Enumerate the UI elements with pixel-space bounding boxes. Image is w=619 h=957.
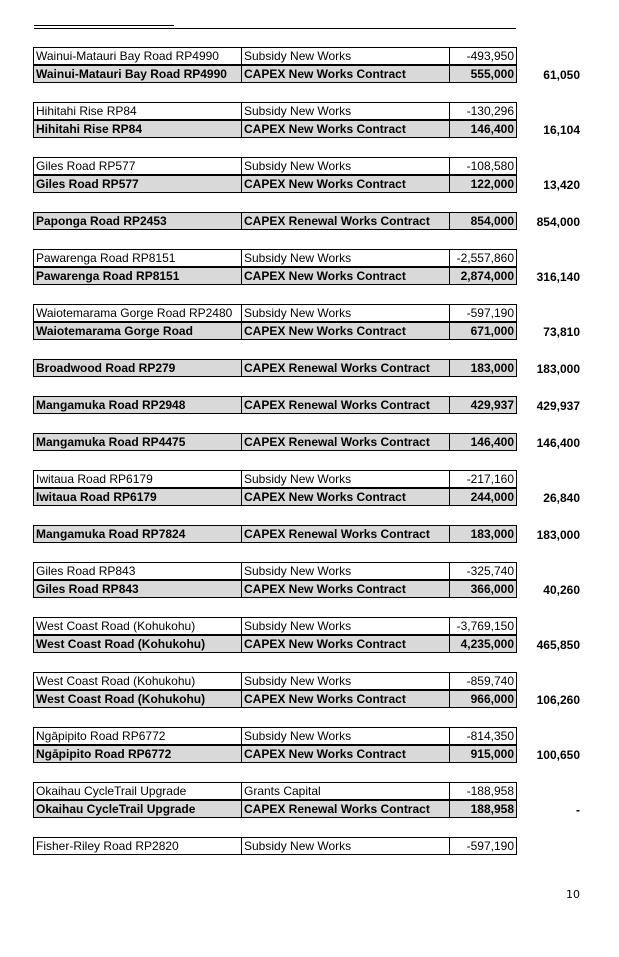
work-type-cell: Subsidy New Works — [241, 837, 450, 855]
work-type-cell: CAPEX New Works Contract — [241, 120, 450, 138]
table-row — [33, 157, 516, 175]
table-row — [33, 396, 516, 414]
amount-cell: 854,000 — [449, 212, 517, 230]
road-name-cell: Ngāpipito Road RP6772 — [33, 745, 242, 763]
table-row — [33, 488, 516, 506]
table-row — [33, 837, 516, 855]
table-row — [33, 102, 516, 120]
road-name-cell: Wainui-Matauri Bay Road RP4990 — [33, 47, 242, 65]
amount-cell: -325,740 — [449, 562, 517, 580]
work-type-cell: Subsidy New Works — [241, 304, 450, 322]
net-total: 26,840 — [543, 491, 580, 505]
work-type-cell: CAPEX New Works Contract — [241, 267, 450, 285]
road-name-cell: Waiotemarama Gorge Road RP2480 — [33, 304, 242, 322]
road-name-cell: Mangamuka Road RP2948 — [33, 396, 242, 414]
amount-cell: 146,400 — [449, 433, 517, 451]
table-row — [33, 359, 516, 377]
road-name-cell: Pawarenga Road RP8151 — [33, 249, 242, 267]
table-row — [33, 47, 516, 65]
amount-cell: -859,740 — [449, 672, 517, 690]
table-row — [33, 249, 516, 267]
amount-cell: 188,958 — [449, 800, 517, 818]
table-row — [33, 727, 516, 745]
work-type-cell: Grants Capital — [241, 782, 450, 800]
amount-cell: -597,190 — [449, 304, 517, 322]
net-total: 465,850 — [536, 638, 580, 652]
net-total: 100,650 — [536, 748, 580, 762]
road-name-cell: Mangamuka Road RP4475 — [33, 433, 242, 451]
work-type-cell: CAPEX Renewal Works Contract — [241, 800, 450, 818]
amount-cell: 555,000 — [449, 65, 517, 83]
amount-cell: 183,000 — [449, 525, 517, 543]
amount-cell: -2,557,860 — [449, 249, 517, 267]
amount-cell: 244,000 — [449, 488, 517, 506]
road-name-cell: Okaihau CycleTrail Upgrade — [33, 782, 242, 800]
work-type-cell: CAPEX Renewal Works Contract — [241, 525, 450, 543]
road-name-cell: Ngāpipito Road RP6772 — [33, 727, 242, 745]
net-total: 13,420 — [543, 178, 580, 192]
work-type-cell: CAPEX New Works Contract — [241, 690, 450, 708]
amount-cell: 671,000 — [449, 322, 517, 340]
work-type-cell: Subsidy New Works — [241, 249, 450, 267]
work-type-cell: CAPEX New Works Contract — [241, 175, 450, 193]
work-type-cell: CAPEX Renewal Works Contract — [241, 212, 450, 230]
road-name-cell: Paponga Road RP2453 — [33, 212, 242, 230]
amount-cell: 915,000 — [449, 745, 517, 763]
table-row — [33, 120, 516, 138]
work-type-cell: CAPEX New Works Contract — [241, 635, 450, 653]
road-name-cell: Waiotemarama Gorge Road — [33, 322, 242, 340]
header-rule-short — [34, 25, 174, 26]
amount-cell: 366,000 — [449, 580, 517, 598]
table-row — [33, 635, 516, 653]
amount-cell: -597,190 — [449, 837, 517, 855]
road-name-cell: West Coast Road (Kohukohu) — [33, 617, 242, 635]
work-type-cell: Subsidy New Works — [241, 47, 450, 65]
net-total: 429,937 — [536, 399, 580, 413]
road-name-cell: Hihitahi Rise RP84 — [33, 102, 242, 120]
amount-cell: -130,296 — [449, 102, 517, 120]
net-total: 106,260 — [536, 693, 580, 707]
header-rule-long — [34, 28, 516, 29]
road-name-cell: Mangamuka Road RP7824 — [33, 525, 242, 543]
work-type-cell: Subsidy New Works — [241, 157, 450, 175]
road-name-cell: West Coast Road (Kohukohu) — [33, 690, 242, 708]
road-name-cell: Iwitaua Road RP6179 — [33, 470, 242, 488]
amount-cell: 966,000 — [449, 690, 517, 708]
table-row — [33, 672, 516, 690]
amount-cell: -188,958 — [449, 782, 517, 800]
road-name-cell: Giles Road RP843 — [33, 580, 242, 598]
table-row — [33, 304, 516, 322]
table-row — [33, 782, 516, 800]
road-name-cell: Giles Road RP843 — [33, 562, 242, 580]
road-name-cell: Iwitaua Road RP6179 — [33, 488, 242, 506]
work-type-cell: CAPEX New Works Contract — [241, 322, 450, 340]
work-type-cell: CAPEX New Works Contract — [241, 745, 450, 763]
table-row — [33, 212, 516, 230]
amount-cell: 429,937 — [449, 396, 517, 414]
work-type-cell: CAPEX New Works Contract — [241, 65, 450, 83]
road-name-cell: West Coast Road (Kohukohu) — [33, 635, 242, 653]
road-name-cell: Broadwood Road RP279 — [33, 359, 242, 377]
table-row — [33, 65, 516, 83]
amount-cell: -108,580 — [449, 157, 517, 175]
road-name-cell: Fisher-Riley Road RP2820 — [33, 837, 242, 855]
road-name-cell: West Coast Road (Kohukohu) — [33, 672, 242, 690]
net-total: 183,000 — [536, 528, 580, 542]
work-type-cell: Subsidy New Works — [241, 470, 450, 488]
table-row — [33, 690, 516, 708]
net-total: 146,400 — [536, 436, 580, 450]
work-type-cell: Subsidy New Works — [241, 617, 450, 635]
table-row — [33, 470, 516, 488]
work-type-cell: Subsidy New Works — [241, 562, 450, 580]
table-row — [33, 322, 516, 340]
table-row — [33, 800, 516, 818]
table-row — [33, 562, 516, 580]
amount-cell: 2,874,000 — [449, 267, 517, 285]
road-name-cell: Giles Road RP577 — [33, 157, 242, 175]
table-row — [33, 745, 516, 763]
road-name-cell: Wainui-Matauri Bay Road RP4990 — [33, 65, 242, 83]
work-type-cell: CAPEX Renewal Works Contract — [241, 359, 450, 377]
road-name-cell: Giles Road RP577 — [33, 175, 242, 193]
amount-cell: 146,400 — [449, 120, 517, 138]
net-total: 16,104 — [543, 123, 580, 137]
amount-cell: 122,000 — [449, 175, 517, 193]
table-row — [33, 267, 516, 285]
page-number: 10 — [566, 888, 580, 901]
work-type-cell: CAPEX Renewal Works Contract — [241, 396, 450, 414]
net-total: 854,000 — [536, 215, 580, 229]
amount-cell: -493,950 — [449, 47, 517, 65]
net-total: 73,810 — [543, 325, 580, 339]
table-row — [33, 525, 516, 543]
amount-cell: 183,000 — [449, 359, 517, 377]
road-name-cell: Pawarenga Road RP8151 — [33, 267, 242, 285]
road-name-cell: Hihitahi Rise RP84 — [33, 120, 242, 138]
table-row — [33, 580, 516, 598]
table-row — [33, 617, 516, 635]
amount-cell: -814,350 — [449, 727, 517, 745]
net-total: 61,050 — [543, 68, 580, 82]
work-type-cell: CAPEX New Works Contract — [241, 580, 450, 598]
road-name-cell: Okaihau CycleTrail Upgrade — [33, 800, 242, 818]
work-type-cell: Subsidy New Works — [241, 672, 450, 690]
net-total: 40,260 — [543, 583, 580, 597]
amount-cell: -3,769,150 — [449, 617, 517, 635]
net-total: 183,000 — [536, 362, 580, 376]
net-total: 316,140 — [536, 270, 580, 284]
amount-cell: -217,160 — [449, 470, 517, 488]
table-row — [33, 433, 516, 451]
table-row — [33, 175, 516, 193]
work-type-cell: CAPEX New Works Contract — [241, 488, 450, 506]
amount-cell: 4,235,000 — [449, 635, 517, 653]
work-type-cell: CAPEX Renewal Works Contract — [241, 433, 450, 451]
net-total: - — [576, 803, 580, 817]
work-type-cell: Subsidy New Works — [241, 727, 450, 745]
work-type-cell: Subsidy New Works — [241, 102, 450, 120]
